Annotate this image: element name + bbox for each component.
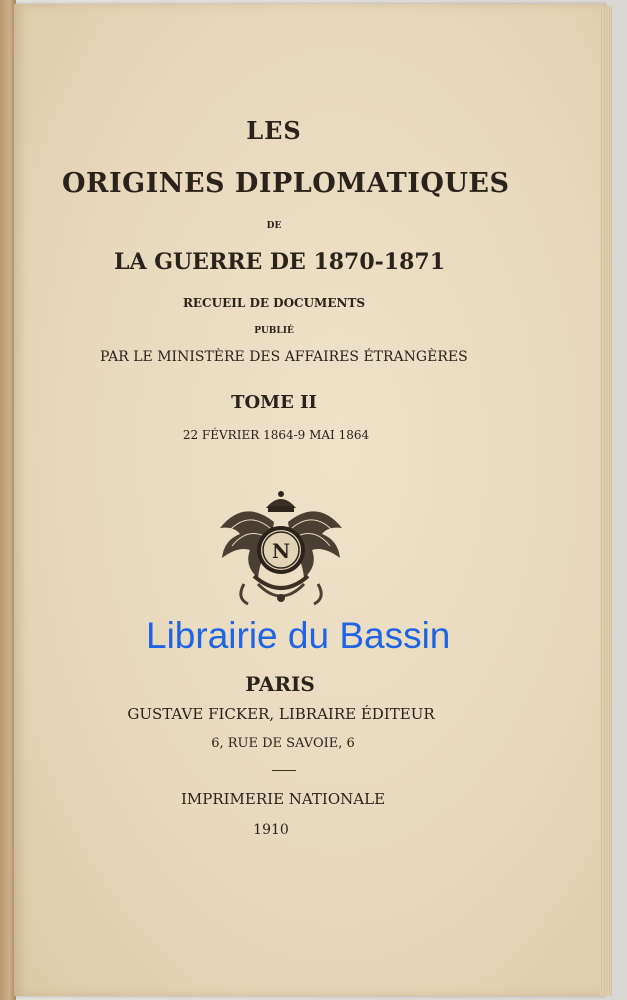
volume-label: TOME II <box>231 392 317 413</box>
title-line-origines: ORIGINES DIPLOMATIQUES <box>62 168 510 199</box>
imprint-printer: IMPRIMERIE NATIONALE <box>180 790 386 808</box>
page-block-edge <box>600 6 612 996</box>
imperial-eagle-crest-icon <box>214 488 348 610</box>
emblem-monogram: N <box>271 539 291 563</box>
subtitle-recueil: RECUEIL DE DOCUMENTS <box>182 296 366 310</box>
title-line-les: LES <box>246 116 302 145</box>
subtitle-publie: PUBLIÉ <box>254 326 294 336</box>
subtitle-ministere: PAR LE MINISTÈRE DES AFFAIRES ÉTRANGÈRES <box>100 349 468 365</box>
imprint-address: 6, RUE DE SAVOIE, 6 <box>211 736 355 751</box>
title-line-guerre: LA GUERRE DE 1870-1871 <box>114 249 446 275</box>
volume-dates: 22 FÉVRIER 1864-9 MAI 1864 <box>182 428 370 442</box>
title-line-de: DE <box>266 221 282 231</box>
imprint-publisher: GUSTAVE FICKER, LIBRAIRE ÉDITEUR <box>127 705 435 723</box>
divider-rule <box>272 770 296 771</box>
imprint-year: 1910 <box>253 822 289 838</box>
watermark: Librairie du Bassin <box>146 615 451 656</box>
imprint-city: PARIS <box>245 672 315 696</box>
